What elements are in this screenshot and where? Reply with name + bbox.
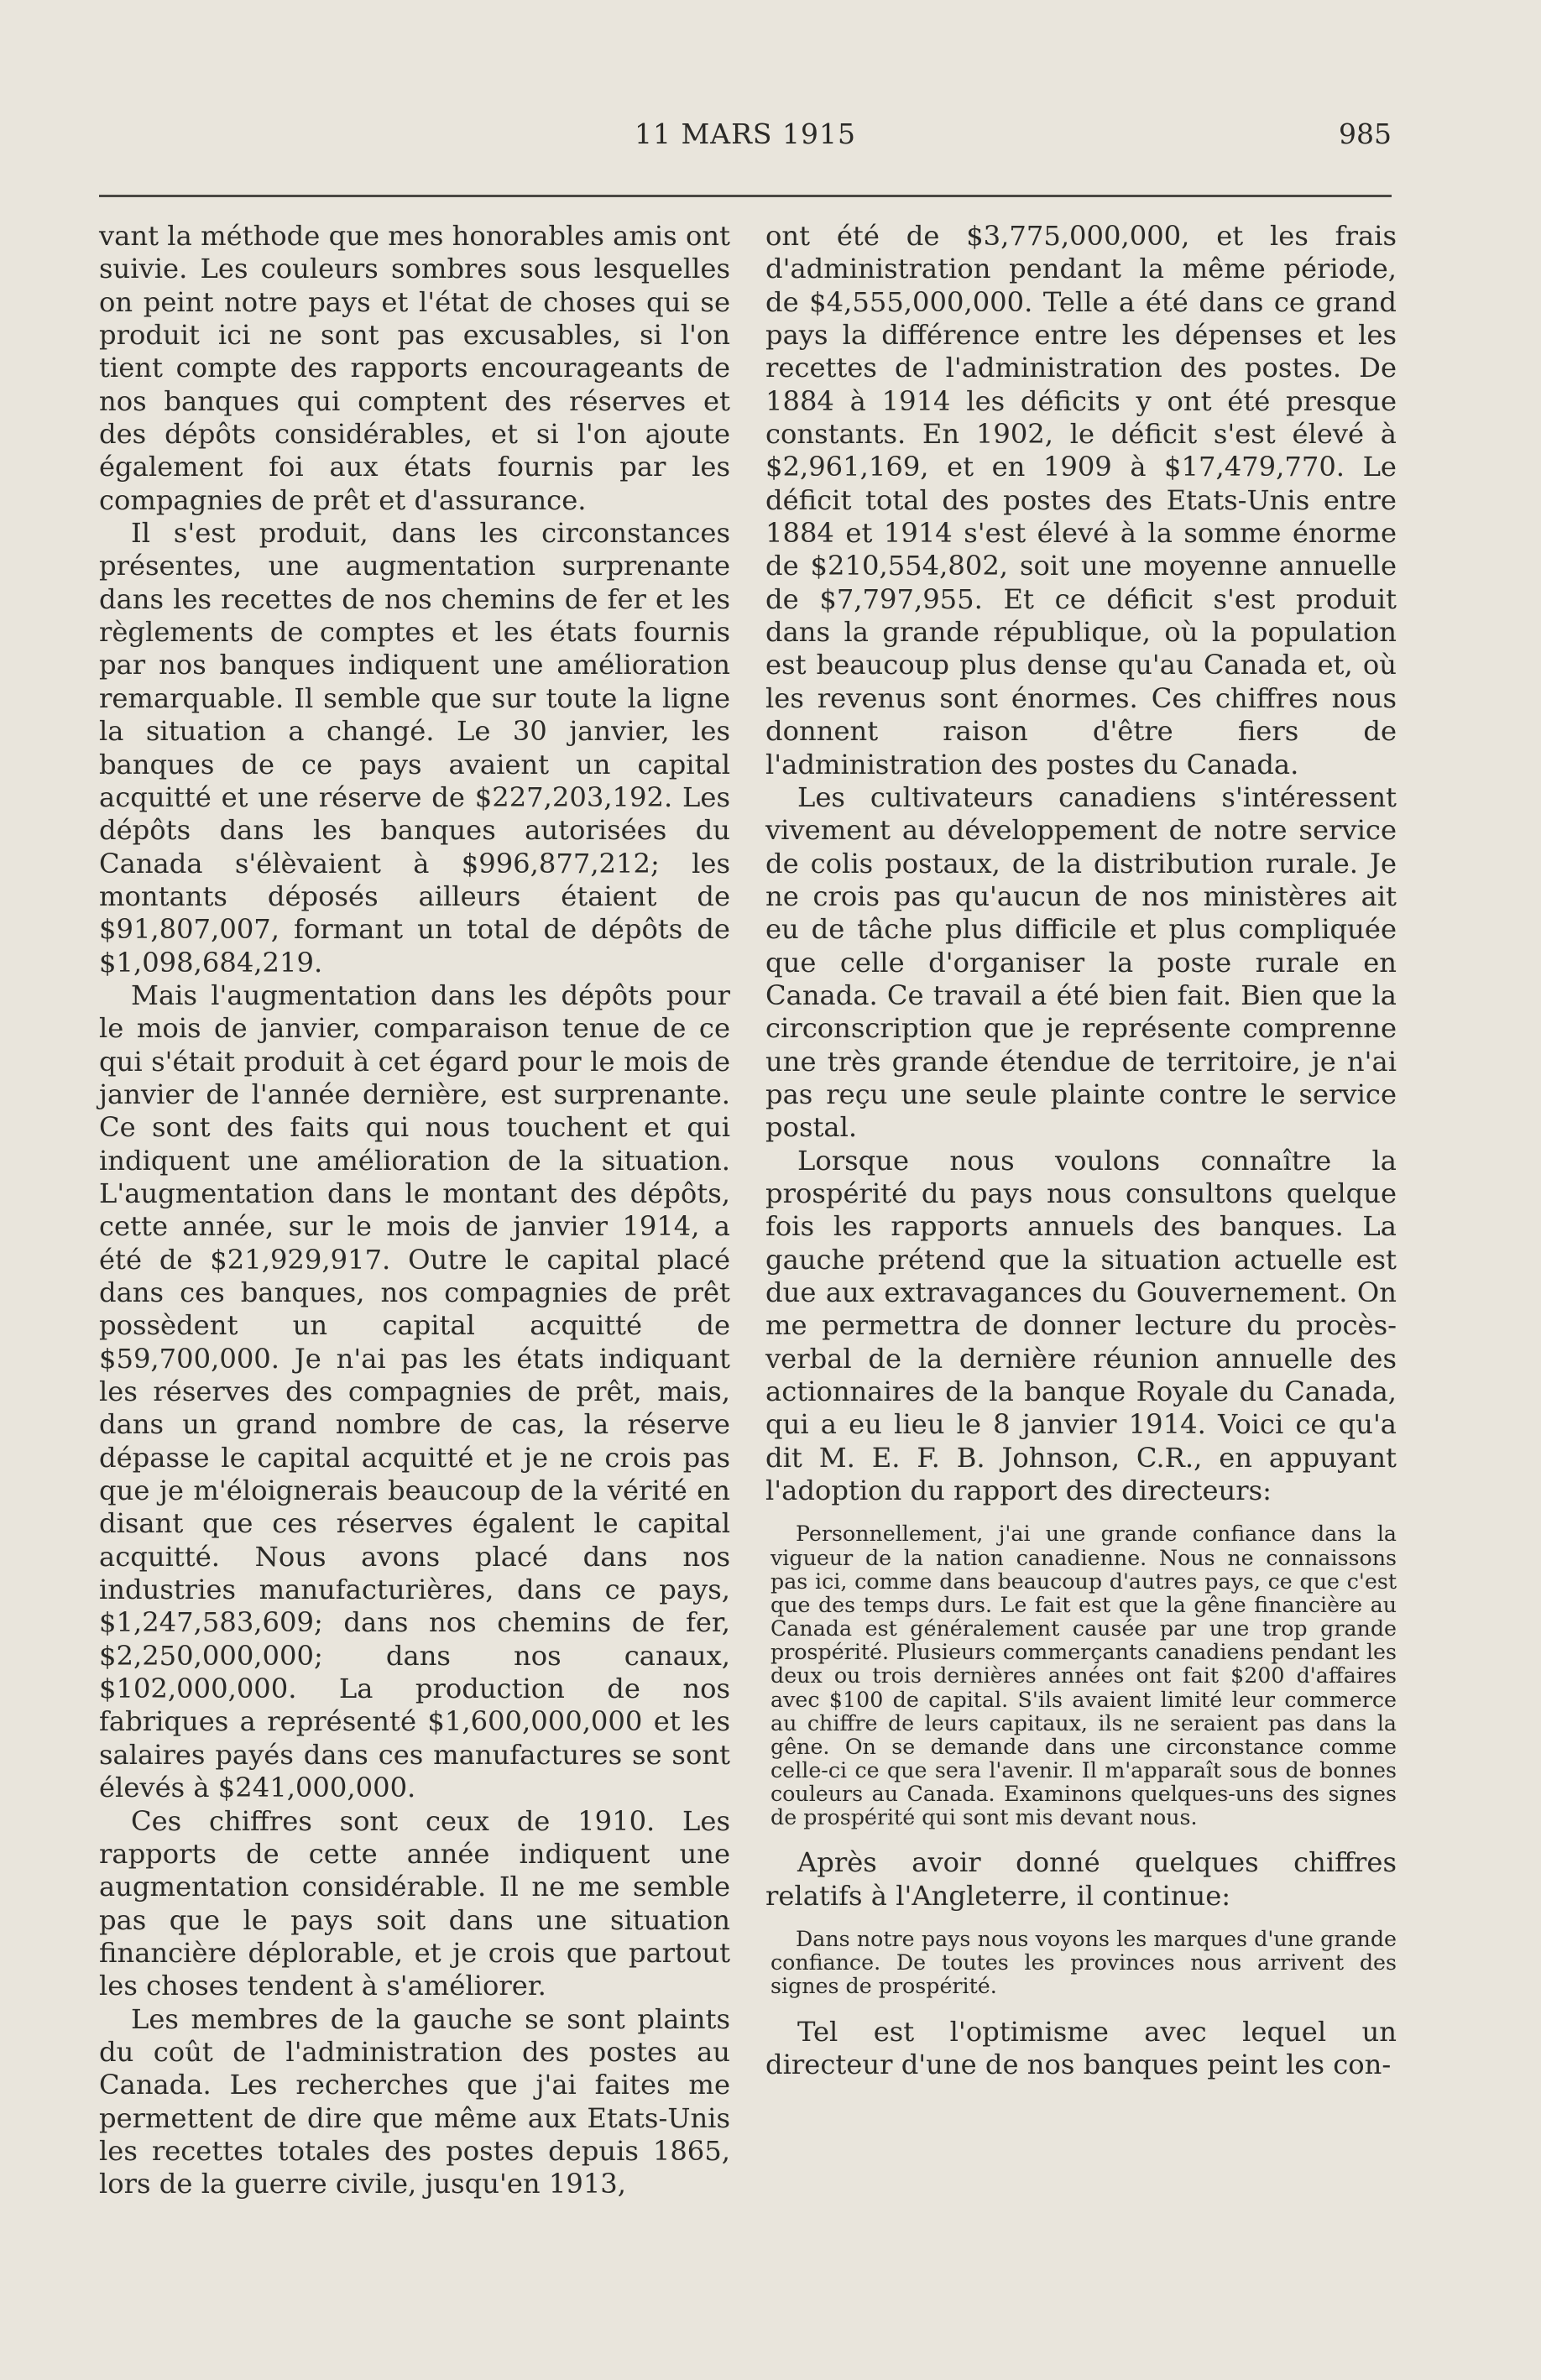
paragraph: Après avoir donné quelques chiffres relatifs à l'Angleterre, il continue: xyxy=(765,1846,1397,1912)
header-rule xyxy=(99,195,1392,197)
paragraph: vant la méthode que mes honorables amis ont suivie. Les couleurs sombres sous lesquelles on peint notre pays et l'état de choses qui se produit ici ne sont pas excusables, si l'on tient compte des rapports encourageants de nos banques qui comptent des réserves et des dépôts considérables, et si l'on ajoute également foi aux états fournis par les compagnies de prêt et d'assurance. xyxy=(99,220,730,516)
left-column xyxy=(99,220,730,2201)
paragraph: Les cultivateurs canadiens s'intéressent vivement au développement de notre service de colis postaux, de la distribution rurale. Je ne crois pas qu'aucun de nos ministères ait eu de tâche plus difficile et plus compliquée que celle d'organiser la poste rurale en Canada. Ce travail a été bien fait. Bien que la circonscription que je représente comprenne une très grande étendue de territoire, je n'ai pas reçu une seule plainte contre le service postal. xyxy=(765,780,1397,1144)
header-date: 11 MARS 1915 xyxy=(634,117,857,150)
paragraph: ont été de $3,775,000,000, et les frais d'administration pendant la même période, de $4,555,000,000. Telle a été dans ce grand pays la différence entre les dépenses et les recettes de l'administration des postes. De 1884 à 1914 les déficits y ont été presque constants. En 1902, le déficit s'est élevé à $2,961,169, et en 1909 à $17,479,770. Le déficit total des postes des Etats-Unis entre 1884 et 1914 s'est élevé à la somme énorme de $210,554,802, soit une moyenne annuelle de $7,797,955. Et ce déficit s'est produit dans la grande république, où la population est beaucoup plus dense qu'au Canada et, où les revenus sont énormes. Ces chiffres nous donnent raison d'être fiers de l'administration des postes du Canada. xyxy=(765,220,1397,780)
page-header xyxy=(99,117,1392,159)
paragraph: Ces chiffres sont ceux de 1910. Les rapports de cette année indiquent une augmentation considérable. Il ne me semble pas que le pays soit dans une situation financière déplorable, et je crois que partout les choses tendent à s'améliorer. xyxy=(99,1804,730,2002)
paragraph: Tel est l'optimisme avec lequel un directeur d'une de nos banques peint les con- xyxy=(765,2015,1397,2080)
page-number: 985 xyxy=(1339,117,1392,150)
paragraph: Les membres de la gauche se sont plaints du coût de l'administration des postes au Canada. Les recherches que j'ai faites me permettent de dire que même aux Etats-Unis les recettes totales des postes depuis 1865, lors de la guerre civile, jusqu'en 1913, xyxy=(99,2002,730,2200)
paragraph: Lorsque nous voulons connaître la prospérité du pays nous consultons quelque fois les rapports annuels des banques. La gauche prétend que la situation actuelle est due aux extravagances du Gouvernement. On me permettra de donner lecture du procès-verbal de la dernière réunion annuelle des actionnaires de la banque Royale du Canada, qui a eu lieu le 8 janvier 1914. Voici ce qu'a dit M. E. F. B. Johnson, C.R., en appuyant l'adoption du rapport des directeurs: xyxy=(765,1144,1397,1507)
block-quote: Dans notre pays nous voyons les marques d'une grande confiance. De toutes les provinces nous arrivent des signes de prospérité. xyxy=(770,1927,1397,1999)
paragraph: Mais l'augmentation dans les dépôts pour le mois de janvier, comparaison tenue de ce qui s'était produit à cet égard pour le mois de janvier de l'année dernière, est surprenante. Ce sont des faits qui nous touchent et qui indiquent une amélioration de la situation. L'augmentation dans le montant des dépôts, cette année, sur le mois de janvier 1914, a été de $21,929,917. Outre le capital placé dans ces banques, nos compagnies de prêt possèdent un capital acquitté de $59,700,000. Je n'ai pas les états indiquant les réserves des compagnies de prêt, mais, dans un grand nombre de cas, la réserve dépasse le capital acquitté et je ne crois pas que je m'éloignerais beaucoup de la vérité en disant que ces réserves égalent le capital acquitté. Nous avons placé dans nos industries manufacturières, dans ce pays, $1,247,583,609; dans nos chemins de fer, $2,250,000,000; dans nos canaux, $102,000,000. La production de nos fabriques a représenté $1,600,000,000 et les salaires payés dans ces manufactures se sont élevés à $241,000,000. xyxy=(99,979,730,1804)
paragraph: Il s'est produit, dans les circonstances présentes, une augmentation surprenante dans les recettes de nos chemins de fer et les règlements de comptes et les états fournis par nos banques indiquent une amélioration remarquable. Il semble que sur toute la ligne la situation a changé. Le 30 janvier, les banques de ce pays avaient un capital acquitté et une réserve de $227,203,192. Les dépôts dans les banques autorisées du Canada s'élèvaient à $996,877,212; les montants déposés ailleurs étaient de $91,807,007, formant un total de dépôts de $1,098,684,219. xyxy=(99,517,730,979)
right-column xyxy=(765,220,1397,2081)
block-quote: Personnellement, j'ai une grande confiance dans la vigueur de la nation canadienne. Nous ne connaissons pas ici, comme dans beaucoup d'autres pays, ce que c'est que des temps durs. Le fait est que la gêne financière au Canada est généralement causée par une trop grande prospérité. Plusieurs commerçants canadiens pendant les deux ou trois dernières années ont fait $200 d'affaires avec $100 de capital. S'ils avaient limité leur commerce au chiffre de leurs capitaux, ils ne seraient pas dans la gêne. On se demande dans une circonstance comme celle-ci ce que sera l'avenir. Il m'apparaît sous de bonnes couleurs au Canada. Examinons quelques-uns des signes de prospérité qui sont mis devant nous. xyxy=(770,1521,1397,1830)
